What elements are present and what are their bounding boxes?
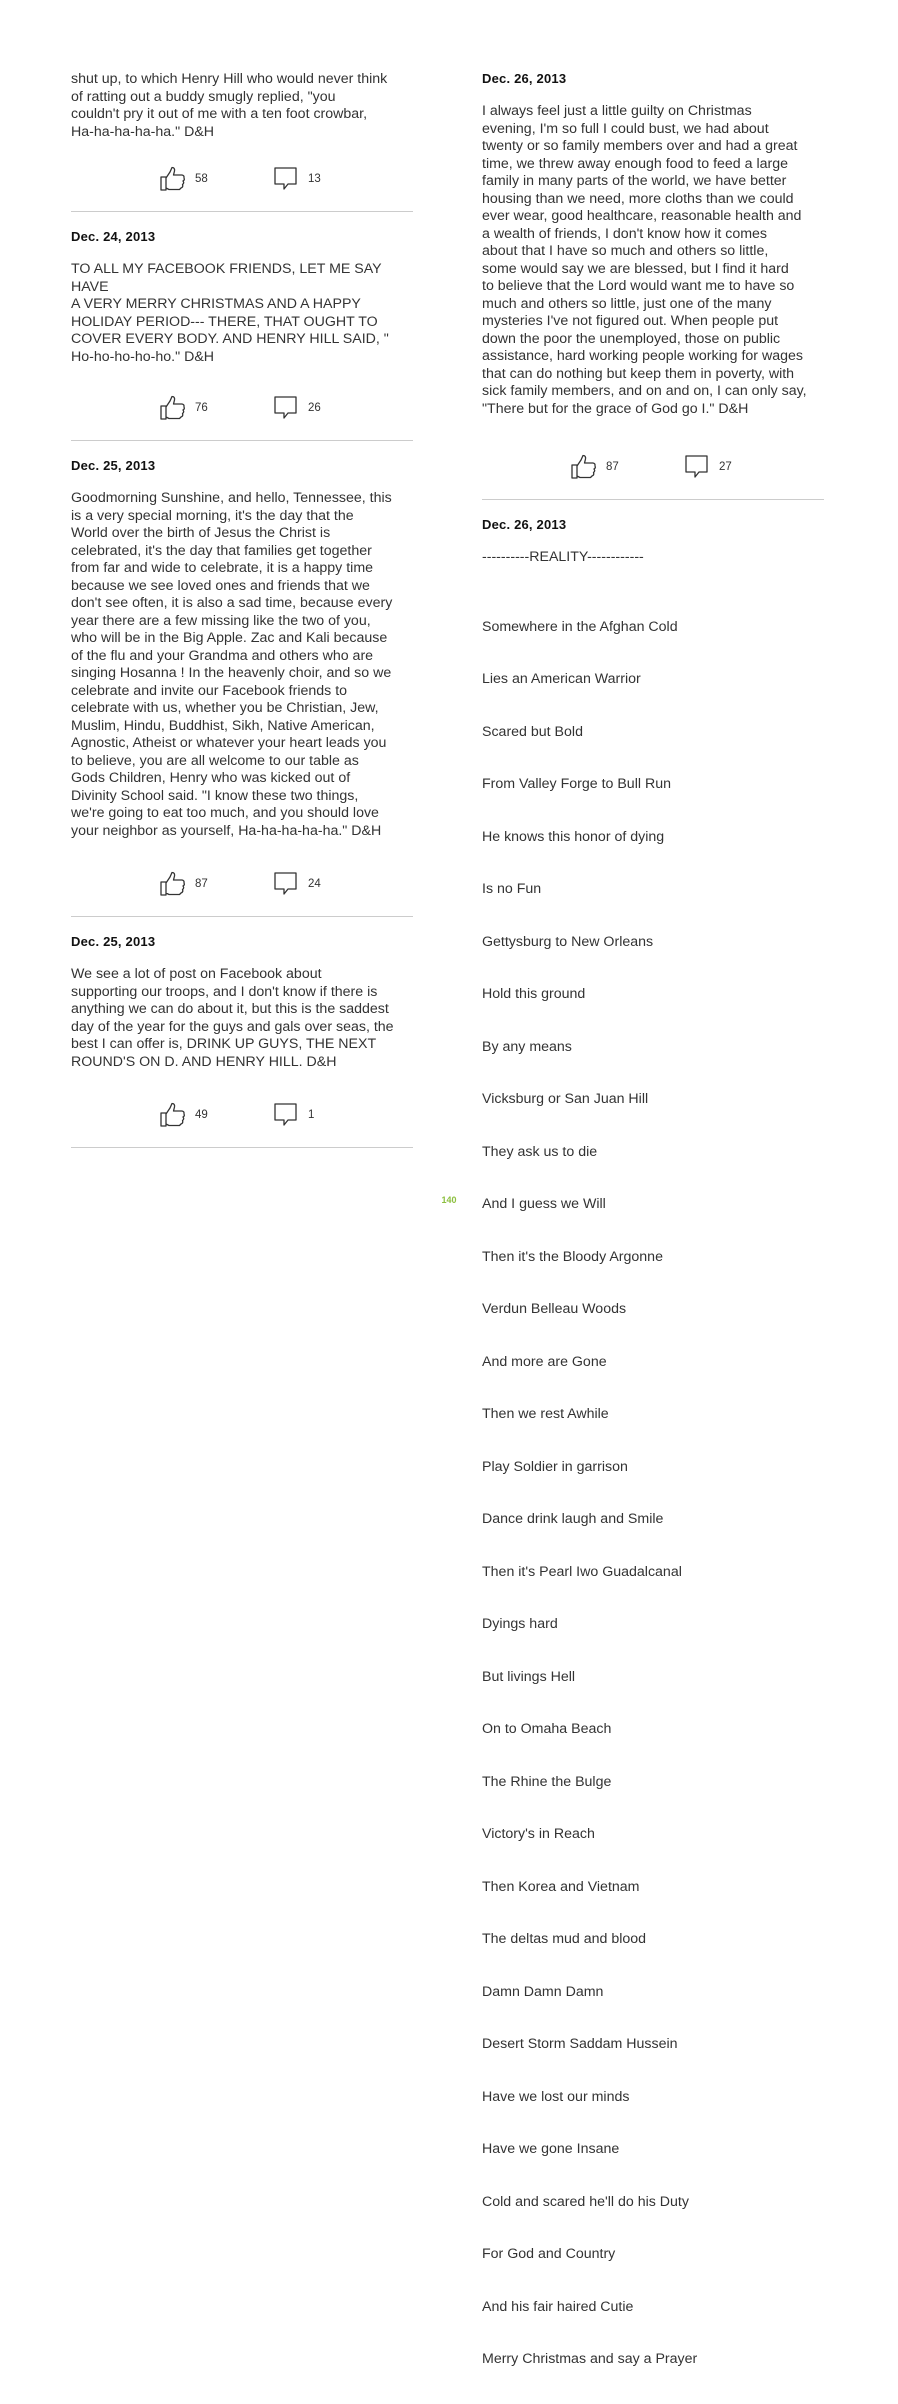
poem-line: Victory's in Reach: [482, 1826, 595, 1842]
post-date: Dec. 25, 2013: [71, 458, 156, 473]
post-continued: [71, 71, 413, 212]
poem-line: Then it's Pearl Iwo Guadalcanal: [482, 1563, 682, 1580]
comment-button[interactable]: [273, 165, 321, 193]
thumbs-up-icon: [159, 166, 186, 192]
poem-line: But livings Hell: [482, 1668, 576, 1685]
poem-line: Play Soldier in garrison: [482, 1458, 628, 1475]
poem-line: Then it's the Bloody Argonne: [482, 1248, 663, 1265]
divider: [71, 211, 413, 212]
comment-count: 27: [719, 461, 732, 473]
poem-line: And more are Gone: [482, 1353, 607, 1370]
post-date: Dec. 25, 2013: [71, 934, 156, 949]
comment-count: 1: [308, 1109, 315, 1121]
post-text: TO ALL MY FACEBOOK FRIENDS, LET ME SAY HAVE A VERY MERRY CHRISTMAS AND A HAPPY HOLIDAY PERIOD--- THERE, THAT OUGHT TO COVER EVERY BODY. AND HENRY HILL SAID, " Ho-ho-ho-ho-ho." D&H: [71, 261, 389, 365]
poem-line: Merry Christmas and say a Prayer: [482, 2351, 698, 2367]
post-text: Goodmorning Sunshine, and hello, Tennessee, this is a very special morning, it's the day that the World over the birth of Jesus the Christ is celebrated, it's the day that families get together from far and wide to celebrate, it is a happy time because we see loved ones and friends that we don't see often, it is also a sad time, because every year there are a few missing like the two of you, who will be in the Big Apple. Zac and Kali because of the flu and your Grandma and others who are singing Hosanna ! In the heavenly choir, and so we celebrate and invite our Facebook friends to celebrate with us, whether you be Christian, Jew, Muslim, Hindu, Buddhist, Sikh, Native American, Agnostic, Atheist or whatever your heart leads you to believe, you are all welcome to our table as Gods Children, Henry who was kicked out of Divinity School said. "I know these two things, we're going to eat too much, and you should love your neighbor as yourself, Ha-ha-ha-ha-ha." D&H: [71, 490, 393, 839]
poem-line: Have we lost our minds: [482, 2088, 630, 2105]
like-count: 58: [195, 173, 208, 185]
poem: [482, 584, 824, 2404]
poem-line: And I guess we Will: [482, 1196, 606, 1212]
post-date: Dec. 26, 2013: [482, 71, 567, 86]
poem-line: Dyings hard: [482, 1616, 558, 1632]
comment-button[interactable]: [273, 870, 321, 898]
thumbs-up-icon: [159, 1102, 186, 1128]
poem-line: Hold this ground: [482, 986, 586, 1002]
post-stats: [71, 1101, 413, 1131]
post-stats: [71, 870, 413, 900]
left-column: [71, 71, 413, 1165]
post-text: We see a lot of post on Facebook about supporting our troops, and I don't know if there is anything we can do about it, but this is the saddest day of the year for the guys and gals over seas, the best I can offer is, DRINK UP GUYS, THE NEXT ROUND'S ON D. AND HENRY HILL. D&H: [71, 966, 394, 1070]
poem-line: Gettysburg to New Orleans: [482, 933, 654, 950]
like-count: 49: [195, 1109, 208, 1121]
poem-heading: ----------REALITY------------: [482, 549, 644, 565]
like-button[interactable]: [159, 165, 208, 193]
divider: [71, 1147, 413, 1148]
post-dec-26-a: [482, 71, 824, 500]
like-button[interactable]: [159, 394, 208, 422]
comment-button[interactable]: [273, 394, 321, 422]
poem-line: Lies an American Warrior: [482, 671, 641, 687]
comment-icon: [273, 395, 299, 421]
post-dec-25-b: [71, 934, 413, 1148]
poem-line: They ask us to die: [482, 1143, 598, 1160]
like-count: 87: [606, 461, 619, 473]
poem-line: And his fair haired Cutie: [482, 2298, 634, 2315]
poem-line: Cold and scared he'll do his Duty: [482, 2193, 689, 2210]
post-date: Dec. 26, 2013: [482, 517, 567, 532]
poem-line: On to Omaha Beach: [482, 1721, 612, 1737]
page-number: 140: [441, 1195, 457, 1205]
like-button[interactable]: [159, 870, 208, 898]
post-date: Dec. 24, 2013: [71, 229, 156, 244]
poem-line: He knows this honor of dying: [482, 828, 665, 845]
post-dec-25-a: [71, 458, 413, 917]
poem-line: Dance drink laugh and Smile: [482, 1511, 664, 1527]
poem-line: Scared but Bold: [482, 723, 583, 740]
post-dec-26-b: [482, 517, 824, 2404]
like-button[interactable]: [570, 453, 619, 481]
poem-line: From Valley Forge to Bull Run: [482, 776, 671, 792]
poem-line: Then we rest Awhile: [482, 1406, 609, 1422]
poem-line: By any means: [482, 1038, 572, 1055]
thumbs-up-icon: [159, 395, 186, 421]
poem-line: Vicksburg or San Juan Hill: [482, 1091, 649, 1107]
comment-icon: [684, 454, 710, 480]
comment-icon: [273, 1102, 299, 1128]
comment-count: 24: [308, 878, 321, 890]
comment-icon: [273, 871, 299, 897]
divider: [71, 440, 413, 441]
like-count: 87: [195, 878, 208, 890]
poem-line: Have we gone Insane: [482, 2141, 620, 2157]
thumbs-up-icon: [570, 454, 597, 480]
like-count: 76: [195, 402, 208, 414]
poem-line: Desert Storm Saddam Hussein: [482, 2036, 678, 2052]
post-stats: [71, 394, 413, 424]
poem-line: Then Korea and Vietnam: [482, 1878, 640, 1895]
poem-line: Is no Fun: [482, 881, 542, 897]
right-column: [482, 71, 824, 2404]
divider: [71, 916, 413, 917]
poem-line: For God and Country: [482, 2246, 616, 2262]
comment-count: 26: [308, 402, 321, 414]
poem-line: Verdun Belleau Woods: [482, 1301, 627, 1317]
poem-line: Damn Damn Damn: [482, 1983, 604, 2000]
comment-button[interactable]: [273, 1101, 314, 1129]
like-button[interactable]: [159, 1101, 208, 1129]
poem-line: The Rhine the Bulge: [482, 1773, 612, 1790]
post-dec-24: [71, 229, 413, 441]
comment-icon: [273, 166, 299, 192]
poem-line: Somewhere in the Afghan Cold: [482, 618, 678, 635]
post-stats: [71, 165, 413, 195]
comment-button[interactable]: [684, 453, 732, 481]
comment-count: 13: [308, 173, 321, 185]
post-text: shut up, to which Henry Hill who would never think of ratting out a buddy smugly replied, "you couldn't pry it out of me with a ten foot crowbar, Ha-ha-ha-ha-ha." D&H: [71, 71, 388, 140]
post-text: I always feel just a little guilty on Christmas evening, I'm so full I could bust, we had about twenty or so family members over and had a great time, we threw away enough food to feed a large family in many parts of the world, we have better housing than we need, more cloths than we could ever wear, good healthcare, reasonable health and a wealth of friends, I don't know how it comes about that I have so much and others so little, some would say we are blessed, but I find it hard to believe that the Lord would want me to have so much and others so little, just one of the many mysteries I've not figured out. When people put down the poor the unemployed, those on public assistance, hard working people working for wages that can do nothing but keep them in poverty, with sick family members, and on and on, I can only say, "There but for the grace of God go I." D&H: [482, 103, 807, 417]
divider: [482, 499, 824, 500]
poem-line: The deltas mud and blood: [482, 1931, 647, 1947]
post-stats: [482, 453, 824, 483]
thumbs-up-icon: [159, 871, 186, 897]
